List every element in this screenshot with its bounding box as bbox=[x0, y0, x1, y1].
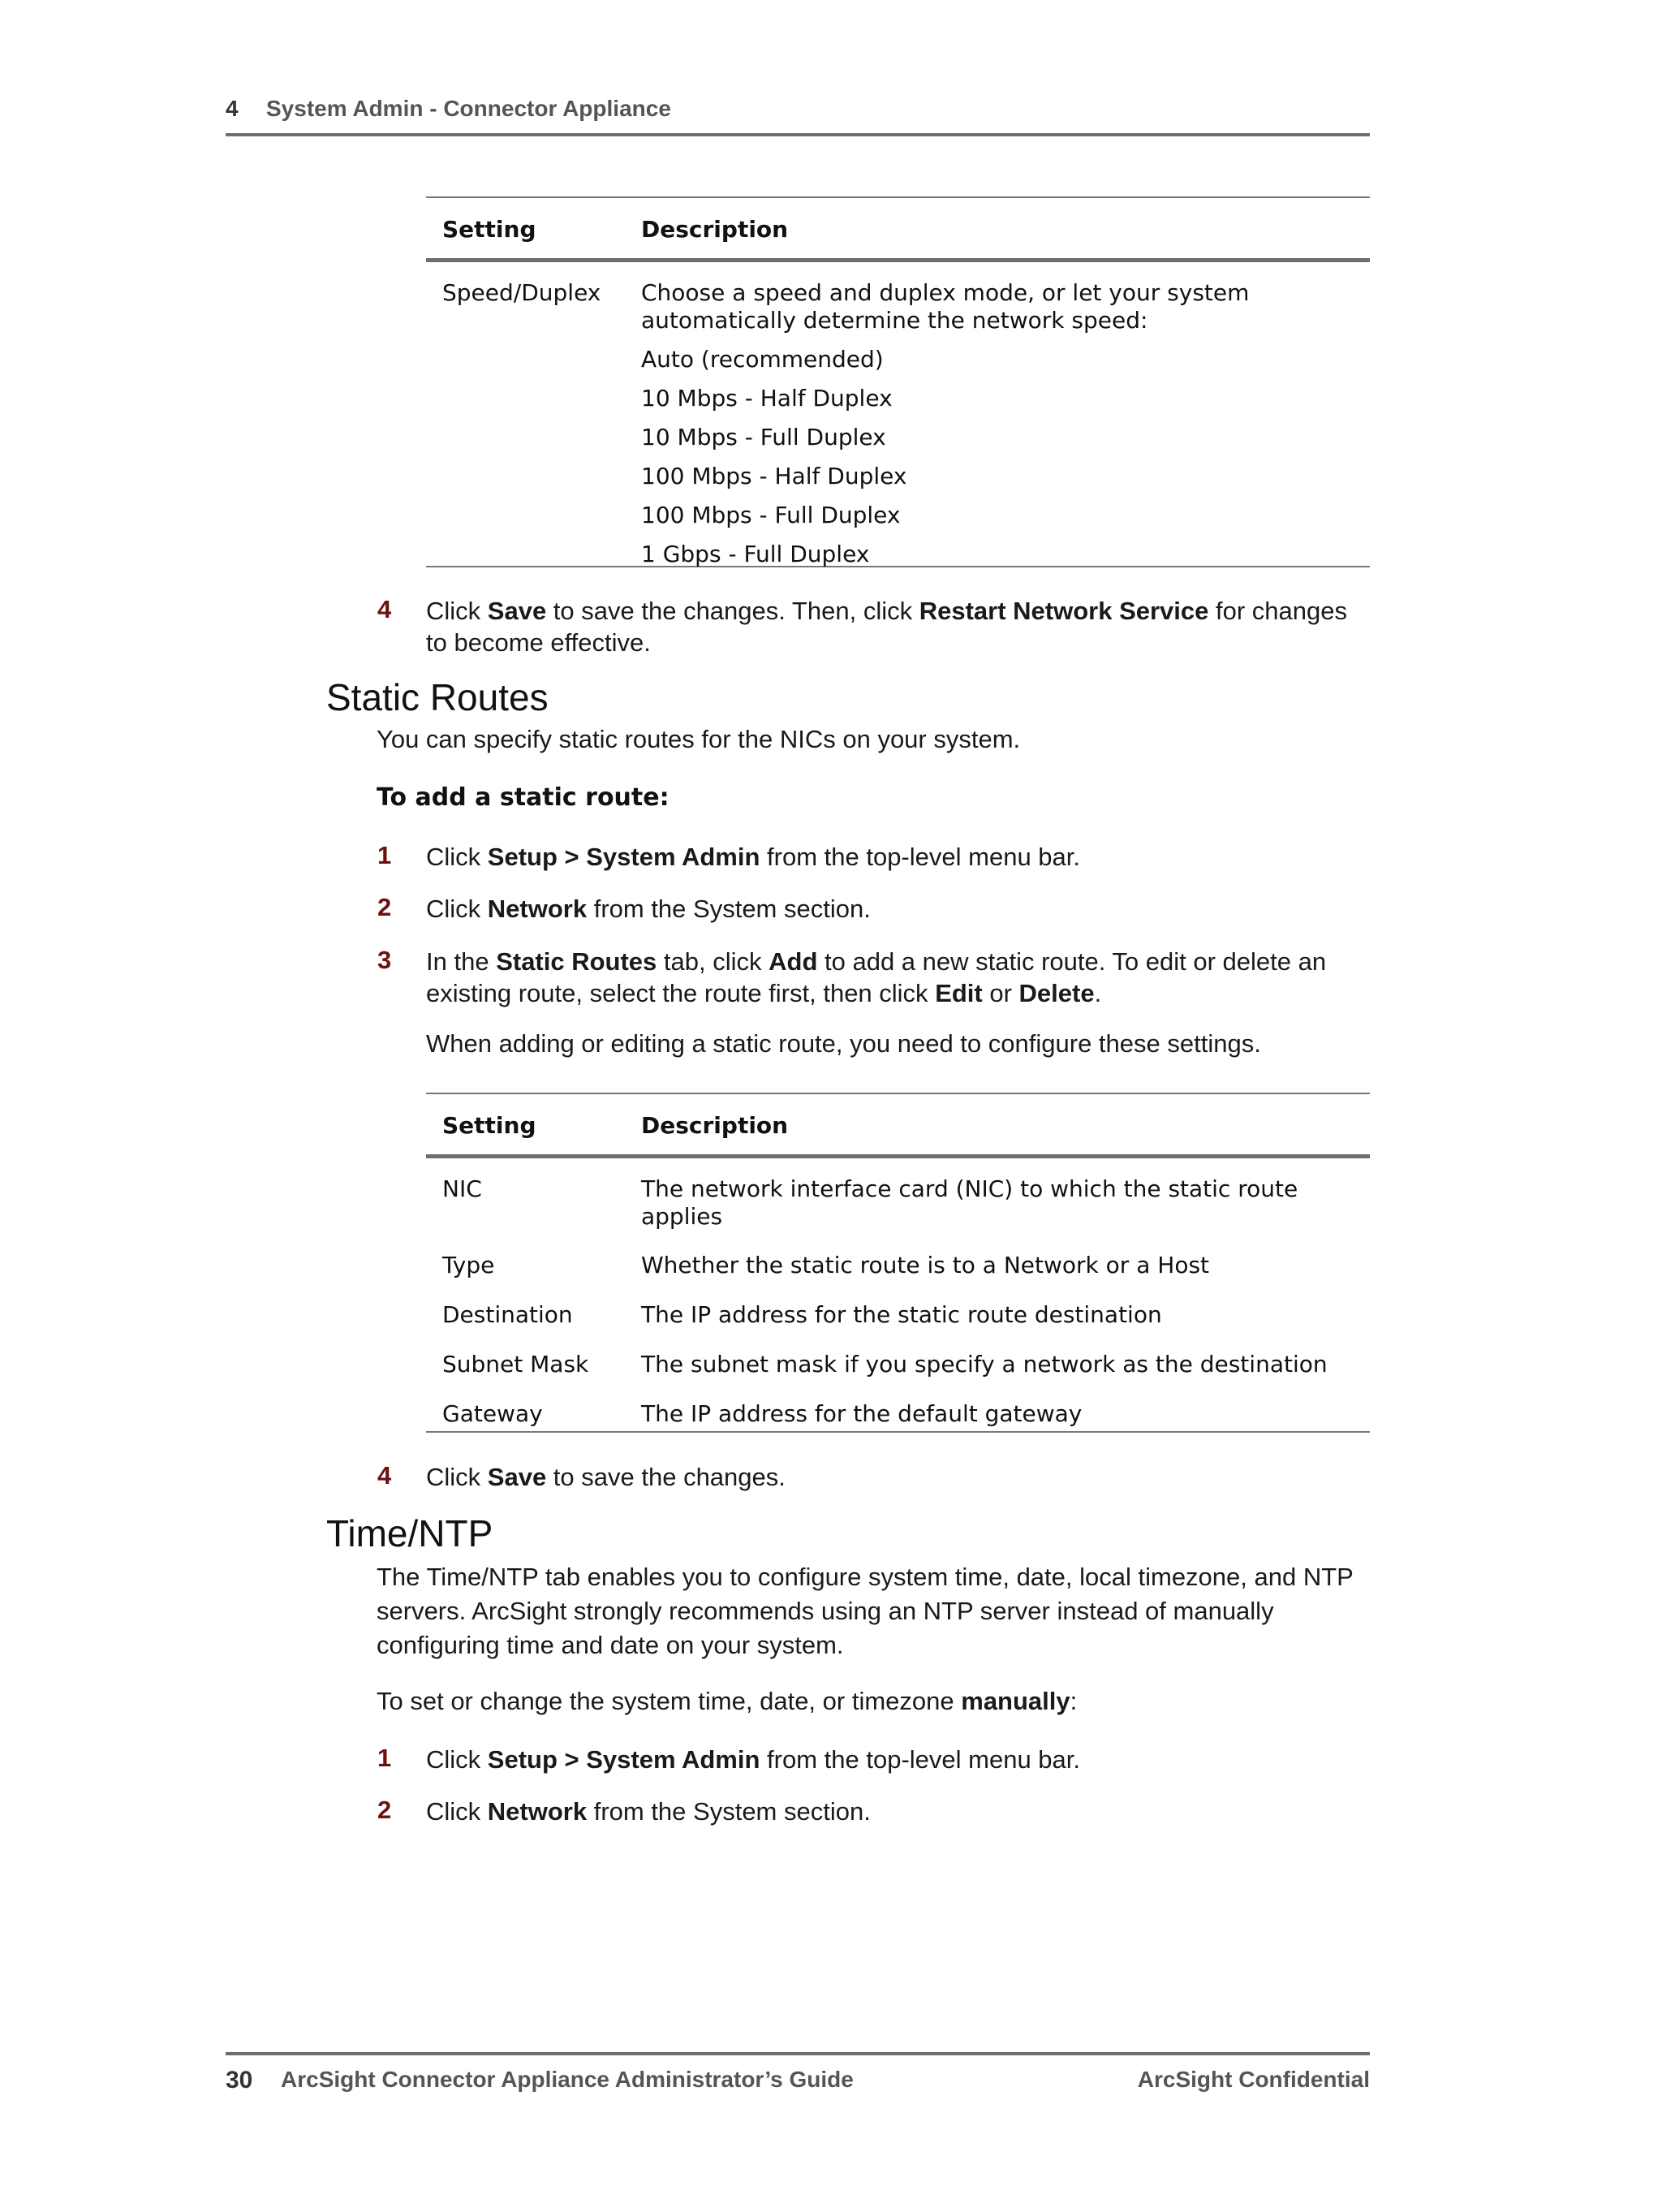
option-item: 1 Gbps - Full Duplex bbox=[641, 541, 870, 567]
setting-cell: Speed/Duplex bbox=[442, 279, 601, 306]
column-header-setting: Setting bbox=[442, 1112, 536, 1139]
step-3-text: In the Static Routes tab, click Add to add a new static route. To edit or delete an existing route, select the route first, then click Edit or Delete. bbox=[426, 947, 1327, 1007]
procedure-heading: To add a static route: bbox=[377, 783, 670, 812]
option-item: 100 Mbps - Half Duplex bbox=[641, 463, 907, 489]
description-line: Choose a speed and duplex mode, or let your system bbox=[641, 279, 1250, 306]
step-4-restart-text: Click Save to save the changes. Then, click Restart Network Service for changes to become effective. bbox=[426, 597, 1347, 657]
step-number: 1 bbox=[377, 1744, 392, 1772]
description-cell: The IP address for the static route destination bbox=[641, 1301, 1162, 1328]
step-number: 2 bbox=[377, 1796, 392, 1824]
time-ntp-paragraph: The Time/NTP tab enables you to configure system time, date, local timezone, and NTP servers. ArcSight strongly recommends using an NTP server instead of manually configuring time and date on your system. bbox=[377, 1563, 1354, 1659]
chapter-number: 4 bbox=[226, 96, 239, 121]
step-1-text: Click Setup > System Admin from the top-level menu bar. bbox=[426, 843, 1081, 871]
table-body bbox=[426, 1158, 1370, 1431]
column-header-description: Description bbox=[641, 216, 789, 243]
setting-cell: Gateway bbox=[442, 1400, 543, 1427]
option-item: 10 Mbps - Half Duplex bbox=[641, 385, 893, 412]
description-cell: The network interface card (NIC) to which the static route bbox=[641, 1175, 1298, 1202]
chapter-title: System Admin - Connector Appliance bbox=[266, 96, 671, 121]
description-cell: applies bbox=[641, 1203, 723, 1230]
step-number: 4 bbox=[377, 1461, 392, 1490]
ntp-step-2-text: Click Network from the System section. bbox=[426, 1797, 871, 1826]
page-number: 30 bbox=[226, 2067, 253, 2093]
option-item: 100 Mbps - Full Duplex bbox=[641, 502, 901, 528]
table-header bbox=[426, 1094, 1370, 1158]
description-cell: The subnet mask if you specify a network as the destination bbox=[641, 1351, 1328, 1378]
description-line: automatically determine the network speed: bbox=[641, 307, 1148, 334]
table-header bbox=[426, 198, 1370, 262]
setting-cell: Destination bbox=[442, 1301, 573, 1328]
description-cell: Whether the static route is to a Network or a Host bbox=[641, 1252, 1210, 1278]
ntp-step-1-text: Click Setup > System Admin from the top-level menu bar. bbox=[426, 1745, 1081, 1774]
static-routes-intro: You can specify static routes for the NICs on your system. bbox=[377, 725, 1021, 753]
option-item: Auto (recommended) bbox=[641, 346, 884, 373]
step-2-text: Click Network from the System section. bbox=[426, 895, 871, 923]
option-item: 10 Mbps - Full Duplex bbox=[641, 424, 886, 451]
step-number: 1 bbox=[377, 841, 392, 869]
guide-title: ArcSight Connector Appliance Administrator’s Guide bbox=[281, 2067, 854, 2092]
description-cell: The IP address for the default gateway bbox=[641, 1400, 1083, 1427]
column-header-setting: Setting bbox=[442, 216, 536, 243]
speed-duplex-table bbox=[426, 196, 1370, 567]
time-ntp-heading: Time/NTP bbox=[326, 1512, 493, 1554]
manual-set-text: To set or change the system time, date, or timezone manually: bbox=[377, 1687, 1078, 1715]
step-number: 3 bbox=[377, 946, 392, 974]
page-footer bbox=[226, 2052, 1370, 2093]
static-route-settings-table bbox=[426, 1093, 1370, 1433]
column-header-description: Description bbox=[641, 1112, 789, 1139]
setting-cell: Subnet Mask bbox=[442, 1351, 589, 1378]
confidential-label: ArcSight Confidential bbox=[1137, 2067, 1370, 2092]
step-4-save-text: Click Save to save the changes. bbox=[426, 1463, 786, 1491]
step-3-note: When adding or editing a static route, you need to configure these settings. bbox=[426, 1029, 1261, 1058]
setting-cell: NIC bbox=[442, 1175, 482, 1202]
page-header bbox=[226, 93, 1370, 136]
step-number: 2 bbox=[377, 893, 392, 921]
static-routes-heading: Static Routes bbox=[326, 676, 549, 718]
table-row bbox=[426, 262, 1370, 566]
setting-cell: Type bbox=[442, 1252, 495, 1278]
step-number: 4 bbox=[377, 595, 392, 623]
